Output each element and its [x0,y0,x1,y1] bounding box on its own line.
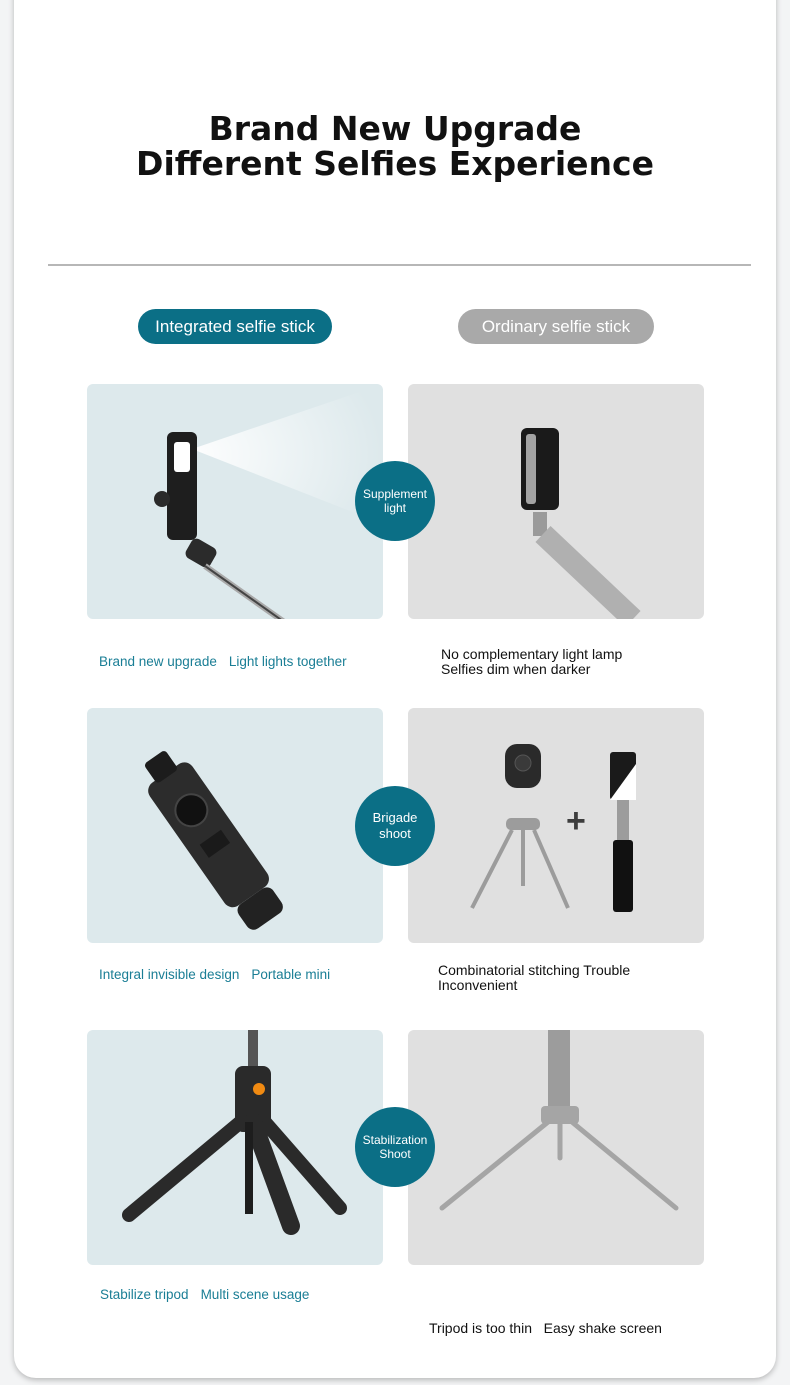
badge-text-1: Supplement [362,487,428,501]
ordinary-parts-image [408,708,704,943]
tab-ordinary-selfie-stick[interactable]: Ordinary selfie stick [458,309,654,344]
badge-stabilization-shoot [355,1107,435,1187]
thin-tripod-illustration [408,1030,704,1265]
tab-integrated-selfie-stick[interactable]: Integrated selfie stick [138,309,332,344]
badge-text-2: shoot [379,826,411,841]
separate-parts-illustration [408,708,704,943]
caption-line: Selfies dim when darker [441,661,591,677]
caption-text: Multi scene usage [200,1287,310,1302]
badge-brigade-shoot [355,786,435,866]
selfie-stick-light-illustration [87,384,383,619]
caption-line: Tripod is too thin Easy shake screen [429,1320,662,1336]
ordinary-tripod-image [408,1030,704,1265]
ordinary-selfie-stick-illustration [408,384,704,619]
caption-text: Integral invisible design [99,967,240,982]
badge-text-1: Brigade [372,810,418,825]
caption-text: Portable mini [251,967,331,982]
badge-text-1: Stabilization [362,1133,428,1147]
integrated-light-image [87,384,383,619]
ordinary-caption-1 [441,647,622,677]
ordinary-caption-2 [438,963,630,993]
caption-line: No complementary light lamp [441,646,623,662]
caption-line: Combinatorial stitching Trouble [438,962,631,978]
badge-text-2: Shoot [379,1147,411,1161]
heading-line-2: Different Selfies Experience [136,144,654,183]
integrated-compact-image [87,708,383,943]
heading-line-1: Brand New Upgrade [208,109,582,148]
ordinary-caption-3 [429,1291,662,1351]
caption-text: Brand new upgrade [99,654,217,669]
caption-text: Stabilize tripod [100,1287,189,1302]
folded-selfie-stick-illustration [87,708,383,943]
svg-text:+: + [566,802,586,840]
integrated-caption-1 [99,654,347,669]
integrated-tripod-image [87,1030,383,1265]
badge-supplement-light [355,461,435,541]
caption-text: Light lights together [228,654,347,669]
integrated-caption-3 [100,1287,309,1302]
badge-text-2: light [383,501,406,515]
sturdy-tripod-illustration [87,1030,383,1265]
caption-line: Inconvenient [438,977,518,993]
integrated-caption-2 [99,967,330,982]
ordinary-light-image [408,384,704,619]
divider [48,264,751,266]
